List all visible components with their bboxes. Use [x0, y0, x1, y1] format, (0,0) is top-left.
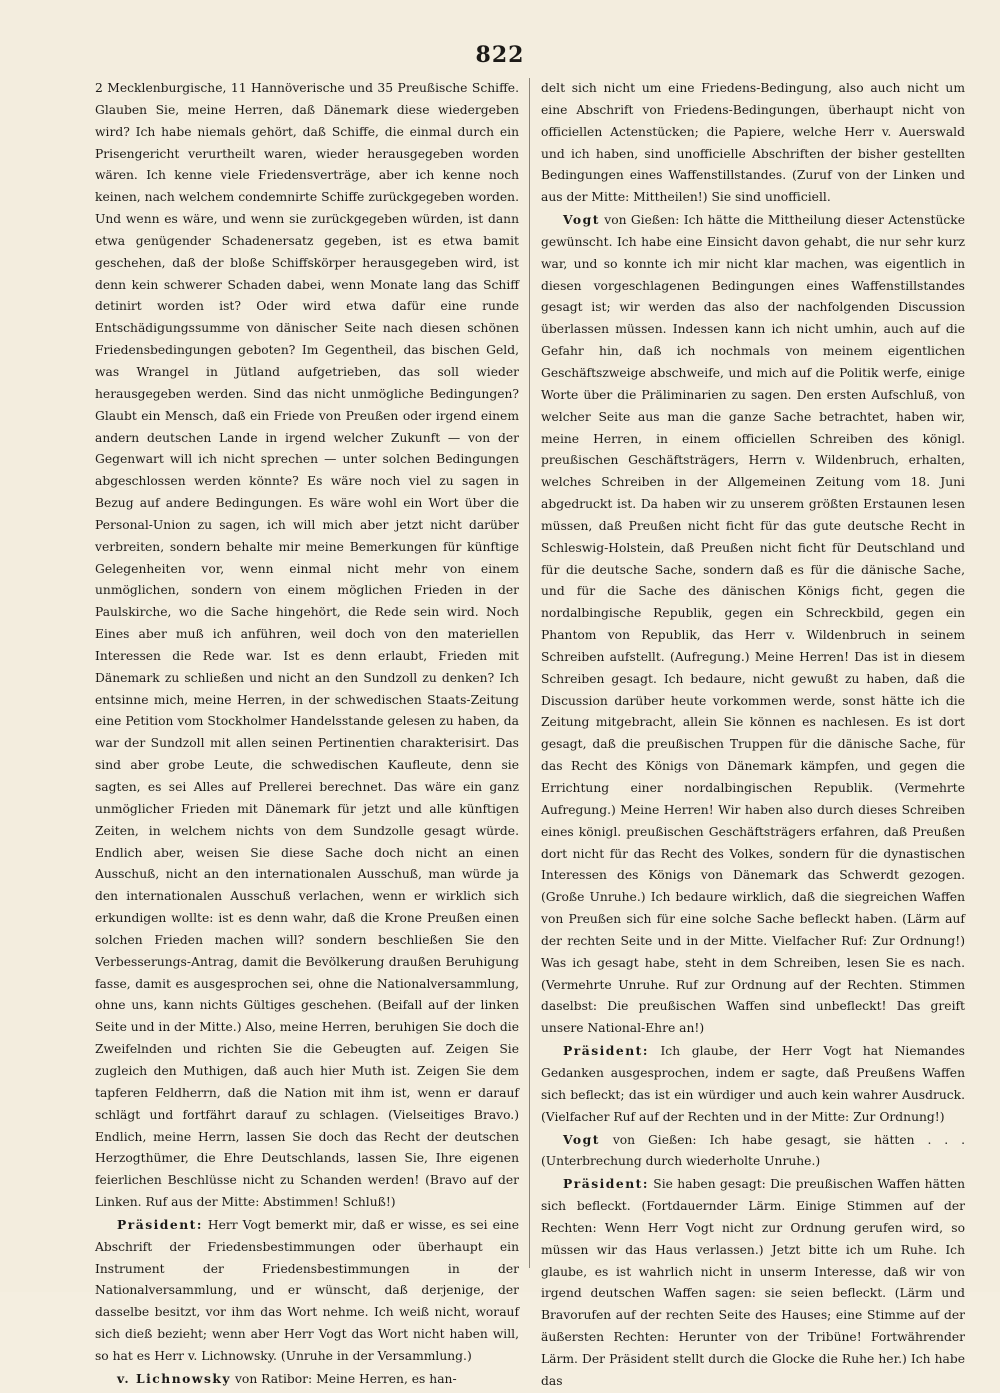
- paragraph: delt sich nicht um eine Friedens-Bedingung, also auch nicht um eine Abschrift von Friedens-Bedingungen, überhaupt nicht von officiellen Actenstücken; die Papiere, welche Herr v. Auerswald und ich haben, sind unofficielle Abschriften der bisher gestellten Bedingungen eines Waffenstillstandes. (Zuruf von der Linken und aus der Mitte: Mittheilen!) Sie sind unofficiell.: [541, 81, 965, 205]
- paragraph: 2 Mecklenburgische, 11 Hannöverische und 35 Preußische Schiffe. Glauben Sie, meine Herren, daß Dänemark diese wiedergeben wird? Ich habe niemals gehört, daß Schiffe, die einmal durch ein Prisengericht verurtheilt waren, wieder herausgegeben worden wären. Ich kenne viele Friedensverträge, aber ich kenne noch keinen, nach welchem condemnirte Schiffe zurückgegeben worden. Und wenn es wäre, und wenn sie zurückgegeben würden, ist dann etwa genügender Schadenersatz gegeben, ist es etwa bamit geschehen, daß der bloße Schiffskörper herausgegeben wird, ist denn kein schwerer Schaden dabei, wenn Monate lang das Schiff detinirt worden ist? Oder wird etwa dafür eine runde Entschädigungssumme von dänischer Seite nach diesen schönen Friedensbedingungen geboten? Im Gegentheil, das bischen Geld, was Wrangel in Jütland aufgetrieben, das soll wieder herausgegeben werden. Sind das nicht unmögliche Bedingungen? Glaubt ein Mensch, daß ein Friede von Preußen oder irgend einem andern deutschen Lande in irgend welcher Zukunft — von der Gegenwart will ich nicht sprechen — unter solchen Bedingungen abgeschlossen werden könnte? Es wäre noch viel zu sagen in Bezug auf andere Bedingungen. Es wäre wohl ein Wort über die Personal-Union zu sagen, ich will mich aber jetzt nicht darüber verbreiten, sondern behalte mir meine Bemerkungen für künftige Gelegenheiten vor, wenn einmal nicht mehr von einem unmöglichen, sondern von einem möglichen Frieden in der Paulskirche, wo die Sache hingehört, die Rede sein wird. Noch Eines aber muß ich anführen, weil doch von den materiellen Interessen die Rede war. Ist es denn erlaubt, Frieden mit Dänemark zu schließen und nicht an den Sundzoll zu denken? Ich entsinne mich, meine Herren, in der schwedischen Staats-Zeitung eine Petition vom Stockholmer Handelsstande gelesen zu haben, da war der Sundzoll mit allen seinen Pertinentien charakterisirt. Das sind aber grobe Leute, die schwedischen Kaufleute, denn sie sagten, es sei Alles auf Prellerei berechnet. Das wäre ein ganz unmöglicher Frieden mit Dänemark für jetzt und alle künftigen Zeiten, in welchem nichts von dem Sundzolle gesagt würde. Endlich aber, weisen Sie diese Sache doch nicht an einen Ausschuß, nicht an den internationalen Ausschuß, man würde ja den internationalen Ausschuß verlachen, wenn er wirklich sich erkundigen wollte: ist es denn wahr, daß die Krone Preußen einen solchen Frieden machen will? sondern beschließen Sie den Verbesserungs-Antrag, damit die Bevölkerung draußen Beruhigung fasse, damit es ausgesprochen sei, ohne die Nationalversammlung, ohne uns, kann nichts Gültiges geschehen. (Beifall auf der linken Seite und in der Mitte.) Also, meine Herren, beruhigen Sie doch die Zweifelnden und richten Sie die Gebeugten auf. Zeigen Sie zugleich den Muthigen, daß auch hier Muth ist. Zeigen Sie dem tapferen Feldherrn, daß die Nation mit ihm ist, wenn er darauf schlägt und fortfährt darauf zu schlagen. (Vielseitiges Bravo.) Endlich, meine Herrn, lassen Sie doch das Recht der deutschen Herzogthümer, die Ehre Deutschlands, lassen Sie, Ihre eigenen feierlichen Beschlüsse nicht zu Schanden werden! (Bravo auf der Linken. Ruf aus der Mitte: Abstimmen! Schluß!): [95, 81, 519, 1210]
- paragraph: Präsident: Ich glaube, der Herr Vogt hat Niemandes Gedanken ausgesprochen, indem er sagte, daß Preußens Waffen sich befleckt; das ist ein würdiger und auch kein wahrer Ausdruck. (Vielfacher Ruf auf der Rechten und in der Mitte: Zur Ordnung!): [541, 1043, 965, 1124]
- page-number: 822: [475, 42, 525, 68]
- speaker-name: Präsident:: [117, 1216, 203, 1232]
- right-column: [541, 78, 965, 1388]
- paragraph: Vogt von Gießen: Ich hätte die Mittheilung dieser Actenstücke gewünscht. Ich habe eine Einsicht davon gehabt, die nur sehr kurz war, und so konnte ich mir nicht klar machen, was eigentlich in diesen vorgeschlagenen Bedingungen eines Waffenstillstandes gesagt ist; wir werden das also der nachfolgenden Discussion überlassen müssen. Indessen kann ich nicht umhin, auch auf die Gefahr hin, daß ich nochmals von meinem eigentlichen Geschäftszweige abschweife, und mich auf die Politik werfe, einige Worte über die Präliminarien zu sagen. Den ersten Aufschluß, von welcher Seite aus man die ganze Sache betrachtet, haben wir, meine Herren, in einem officiellen Schreiben des königl. preußischen Geschäftsträgers, Herrn v. Wildenbruch, erhalten, welches Schreiben in der Allgemeinen Zeitung vom 18. Juni abgedruckt ist. Da haben wir zu unserem größten Erstaunen lesen müssen, daß Preußen nicht ficht für das gute deutsche Recht in Schleswig-Holstein, daß Preußen nicht ficht für Deutschland und für die deutsche Sache, sondern daß es für die dänische Sache, und für die Sache des dänischen Königs ficht, gegen die nordalbingische Republik, gegen ein Schreckbild, gegen ein Phantom von Republik, das Herr v. Wildenbruch in seinem Schreiben aufstellt. (Aufregung.) Meine Herren! Das ist in diesem Schreiben gesagt. Ich bedaure, nicht gewußt zu haben, daß die Discussion darüber heute vorkommen werde, sonst hätte ich die Zeitung mitgebracht, allein Sie können es nachlesen. Es ist dort gesagt, daß die preußischen Truppen für die dänische Sache, für das Recht des Königs von Dänemark kämpfen, und gegen die Errichtung einer nordalbingischen Republik. (Vermehrte Aufregung.) Meine Herren! Wir haben also durch dieses Schreiben eines königl. preußischen Geschäftsträgers erfahren, daß Preußen dort nicht für das Recht des Volkes, sondern für die dynastischen Interessen des Königs von Dänemark das Schwerdt gezogen. (Große Unruhe.) Ich bedaure wirklich, daß die siegreichen Waffen von Preußen sich für eine solche Sache befleckt haben. (Lärm auf der rechten Seite und in der Mitte. Vielfacher Ruf: Zur Ordnung!) Was ich gesagt habe, steht in dem Schreiben, lesen Sie es nach. (Vermehrte Unruhe. Ruf zur Ordnung auf der Rechten. Stimmen daselbst: Die preußischen Waffen sind unbefleckt! Das greift unsere National-Ehre an!): [541, 212, 965, 1036]
- paragraph: Vogt von Gießen: Ich habe gesagt, sie hätten . . . (Unterbrechung durch wiederholte Unruhe.): [541, 1131, 965, 1169]
- paragraph: Präsident: Herr Vogt bemerkt mir, daß er wisse, es sei eine Abschrift der Friedensbestimmungen oder überhaupt ein Instrument der Friedensbestimmungen in der Nationalversammlung, und er wünscht, daß derjenige, der dasselbe besitzt, vor ihm das Wort nehme. Ich weiß nicht, worauf sich dieß bezieht; wenn aber Herr Vogt das Wort nicht haben will, so hat es Herr v. Lichnowsky. (Unruhe in der Versammlung.): [95, 1216, 519, 1363]
- speaker-name: Vogt: [563, 1131, 600, 1147]
- speaker-name: Präsident:: [563, 1043, 649, 1059]
- text-columns: [95, 78, 977, 1388]
- paragraph: Präsident: Sie haben gesagt: Die preußischen Waffen hätten sich befleckt. (Fortdauernder Lärm. Einige Stimmen auf der Rechten: Wenn Herr Vogt nicht zur Ordnung gerufen wird, so müssen wir das Haus verlassen.) Jetzt bitte ich um Ruhe. Ich glaube, es ist wahrlich nicht in unserm Interesse, daß wir von irgend deutschen Waffen sagen: sie seien befleckt. (Lärm und Bravorufen auf der rechten Seite des Hauses; eine Stimme auf der äußersten Rechten: Herunter von der Tribüne! Fortwährender Lärm. Der Präsident stellt durch die Glocke die Ruhe her.) Ich habe das: [541, 1176, 965, 1388]
- column-divider: [529, 78, 530, 1268]
- paragraph: v. Lichnowsky von Ratibor: Meine Herren, es han-: [117, 1370, 457, 1386]
- speaker-name: v. Lichnowsky: [117, 1370, 232, 1386]
- speaker-name: Präsident:: [563, 1176, 649, 1192]
- left-column: [95, 78, 519, 1386]
- speaker-name: Vogt: [563, 212, 600, 228]
